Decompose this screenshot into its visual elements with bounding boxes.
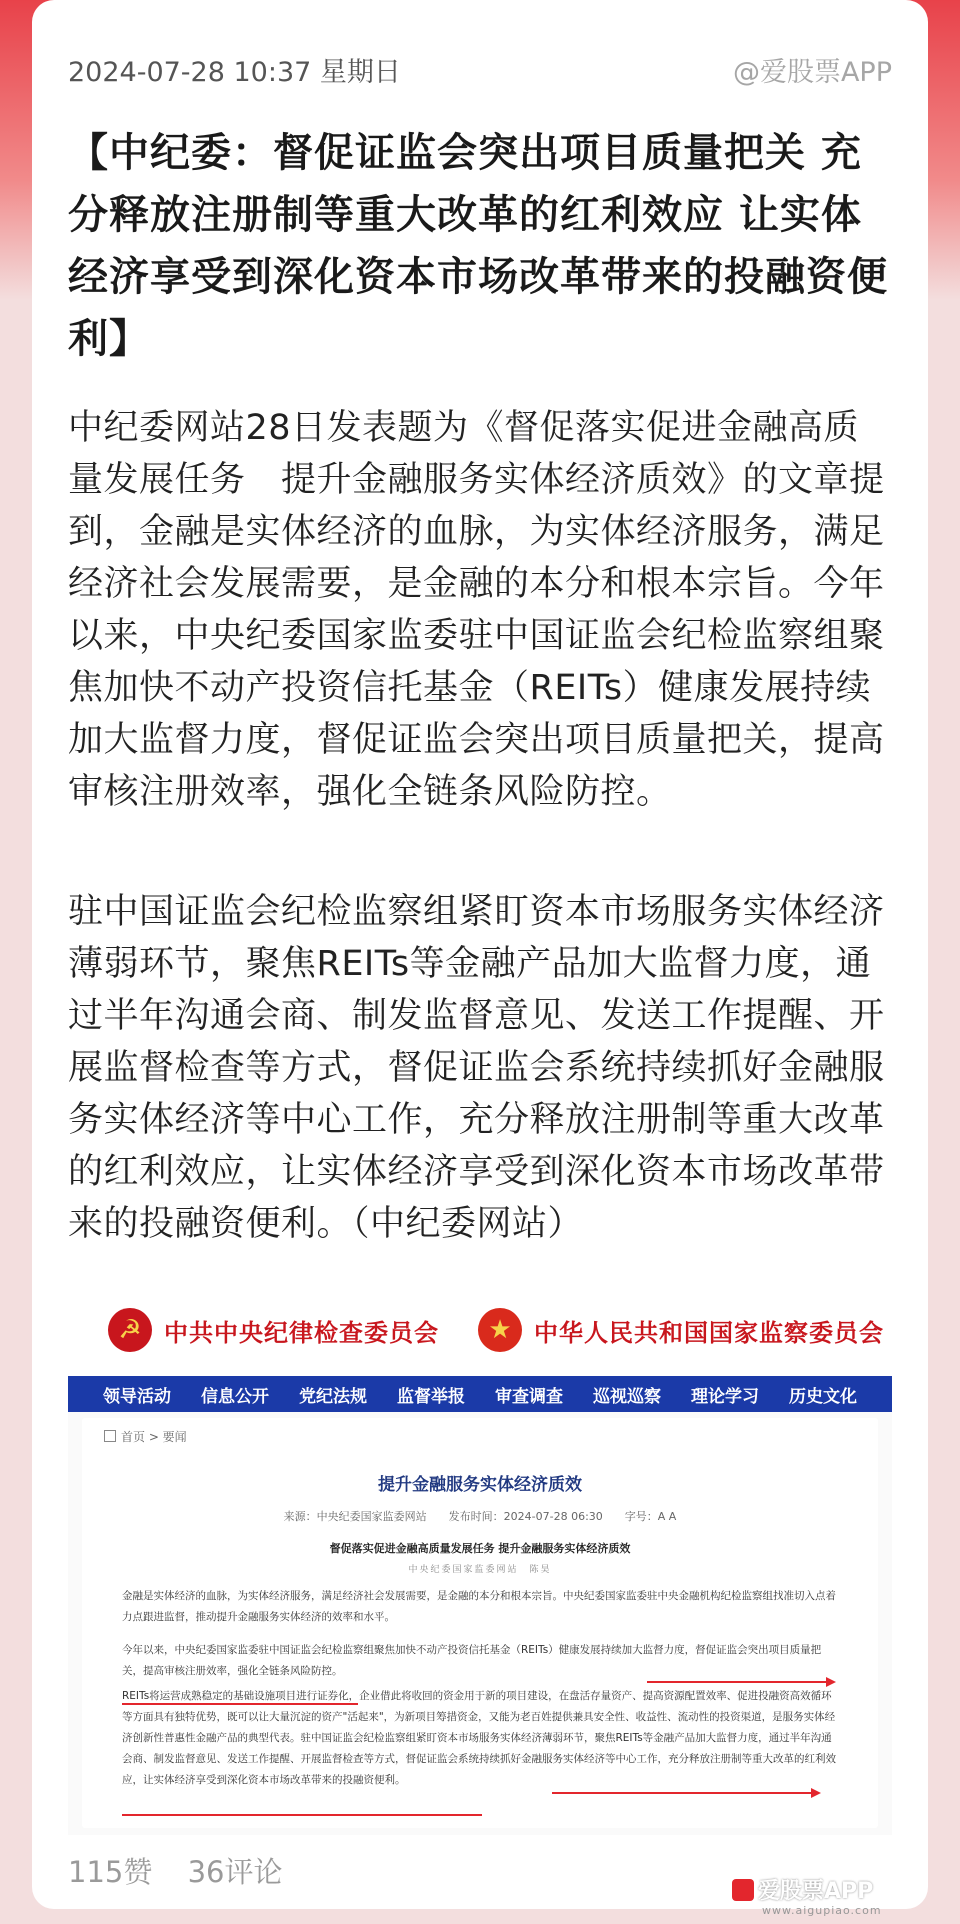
nsc-name: 中华人民共和国国家监察委员会 xyxy=(534,1317,884,1347)
watermark-logo-icon xyxy=(732,1879,754,1901)
site-logos xyxy=(68,1290,892,1376)
red-underline xyxy=(552,1792,812,1794)
article-paragraph: 今年以来，中央纪委国家监委驻中国证监会纪检监察组聚焦加快不动产投资信托基金（REITs）健康发展持续加大监督力度，督促证监会突出项目质量把关，提高审核注册效率，强化全链条风险防控。 xyxy=(122,1644,822,1677)
watermark xyxy=(732,1874,902,1924)
red-arrow-icon xyxy=(811,1788,821,1798)
article-paragraph: REITs将运营成熟稳定的基础设施项目进行证券化，企业借此将收回的资金用于新的项目建设，在盘活存量资产、提高资源配置效率、促进投融资高效循环等方面具有独特优势，既可以让大量沉淀的资产"活起来"，为新项目筹措资金，又能为老百姓提供兼具安全性、收益性、流动性的投资渠道，是服务实体经济创新性普惠性金融产品的典型代表。驻中国证监会纪检监察组紧盯资本市场服务实体经济薄弱环节，聚焦REITs等金融产品加大监督力度，通过半年沟通会商、制发监督意见、发送工作提醒、开展监督检查等方式，督促证监会系统持续抓好金融服务实体经济等中心工作，充分释放注册制等重大改革的红利效应，让实体经济享受到深化资本市场改革带来的投融资便利。 xyxy=(122,1690,836,1786)
article-title: 提升金融服务实体经济质效 xyxy=(378,1475,582,1495)
red-underline xyxy=(647,1681,827,1683)
breadcrumb-text: 首页 > 要闻 xyxy=(121,1430,187,1444)
nav-item: 领导活动 xyxy=(103,1386,171,1407)
watermark-url: www.aigupiao.com xyxy=(762,1904,882,1917)
post-title: 【中纪委：督促证监会突出项目质量把关 充分释放注册制等重大改革的红利效应 让实体经济享受到深化资本市场改革带来的投融资便利】 xyxy=(68,130,888,362)
ccdi-name: 中共中央纪律检查委员会 xyxy=(164,1317,439,1347)
post-paragraph-2: 驻中国证监会纪检监察组紧盯资本市场服务实体经济薄弱环节，聚焦REITs等金融产品加大监督力度，通过半年沟通会商、制发监督意见、发送工作提醒、开展监督检查等方式，督促证监会系统持续抓好金融服务实体经济等中心工作，充分释放注册制等重大改革的红利效应，让实体经济享受到深化资本市场改革带来的投融资便利。（中纪委网站） xyxy=(68,892,885,1244)
post-footer xyxy=(68,1850,308,1891)
national-emblem-icon: ★ xyxy=(478,1308,522,1352)
home-icon xyxy=(104,1430,116,1442)
nav-item: 审查调查 xyxy=(495,1386,563,1407)
article-paragraph: 金融是实体经济的血脉，为实体经济服务，满足经济社会发展需要，是金融的本分和根本宗旨。中央纪委国家监委驻中央金融机构纪检监察组找准切入点着力点跟进监督，推动提升金融服务实体经济的效率和水平。 xyxy=(122,1590,836,1623)
post-source[interactable]: @爱股票APP xyxy=(732,57,892,88)
nav-item: 信息公开 xyxy=(201,1386,269,1407)
post-card xyxy=(32,0,928,1917)
watermark-text: 爱股票APP xyxy=(732,1874,873,1905)
post-paragraph-1: 中纪委网站28日发表题为《督促落实促进金融高质量发展任务 提升金融服务实体经济质效》的文章提到，金融是实体经济的血脉，为实体经济服务，满足经济社会发展需要，是金融的本分和根本宗旨。今年以来，中央纪委国家监委驻中国证监会纪检监察组聚焦加快不动产投资信托基金（REITs）健康发展持续加大监督力度，督促证监会突出项目质量把关，提高审核注册效率，强化全链条风险防控。 xyxy=(68,408,885,812)
comments-count[interactable]: 36评论 xyxy=(187,1855,283,1889)
breadcrumb xyxy=(104,1428,187,1445)
likes-count[interactable]: 115赞 xyxy=(68,1855,153,1889)
red-arrow-icon xyxy=(826,1677,836,1687)
ccdi-logo xyxy=(108,1308,439,1352)
site-nav xyxy=(68,1376,892,1412)
nav-item: 巡视巡察 xyxy=(593,1386,661,1407)
article-author: 中央纪委国家监委网站 陈昊 xyxy=(408,1565,552,1575)
article-meta: 来源：中央纪委国家监委网站 发布时间：2024-07-28 06:30 字号：A A xyxy=(283,1510,677,1523)
article-subtitle: 督促落实促进金融高质量发展任务 提升金融服务实体经济质效 xyxy=(329,1542,631,1555)
nav-item: 党纪法规 xyxy=(299,1386,367,1407)
party-emblem-icon: ☭ xyxy=(108,1308,152,1352)
nav-item: 监督举报 xyxy=(397,1386,465,1407)
nsc-logo xyxy=(478,1308,884,1352)
post-datetime: 2024-07-28 10:37 星期日 xyxy=(68,57,401,88)
post-header xyxy=(68,50,892,90)
red-underline xyxy=(122,1814,482,1816)
nav-item: 历史文化 xyxy=(789,1386,857,1407)
nav-item: 理论学习 xyxy=(691,1386,759,1407)
red-underline xyxy=(122,1703,358,1705)
